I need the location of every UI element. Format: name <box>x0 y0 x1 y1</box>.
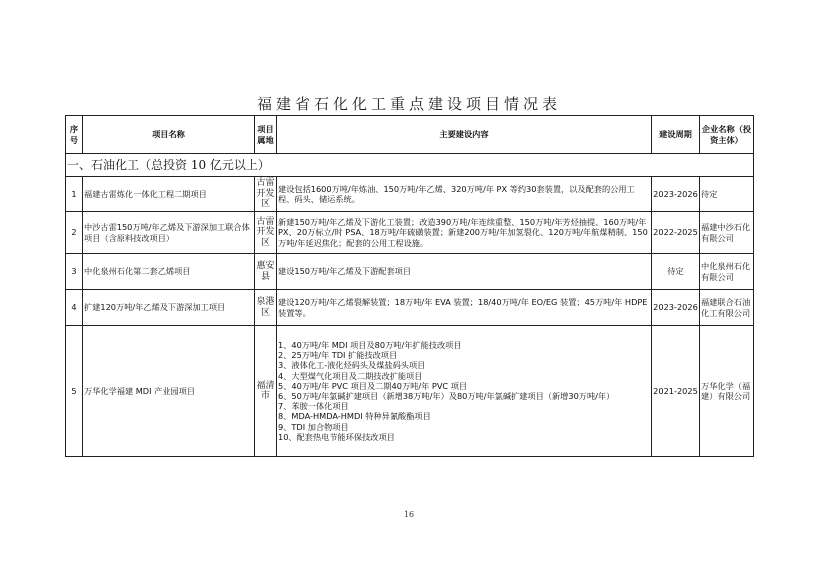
content-item: 7、苯胺一体化项目 <box>278 401 349 412</box>
row-project-name: 扩建120万吨/年乙烯及下游深加工项目 <box>83 290 255 326</box>
row-location: 古雷开发区 <box>255 177 277 212</box>
content-item: 1、40万吨/年 MDI 项目及80万吨/年扩能技改项目 <box>278 339 462 350</box>
table-row <box>66 254 754 290</box>
row-location: 泉港区 <box>255 290 277 326</box>
row-period: 2021-2025 <box>652 326 700 457</box>
page-number: 16 <box>403 510 415 519</box>
projects-table <box>65 115 754 457</box>
table-row <box>66 212 754 254</box>
header-period: 建设周期 <box>652 116 700 154</box>
content-item: 5、40万吨/年 PVC 项目及二期40万吨/年 PVC 项目 <box>278 380 468 391</box>
row-period: 2023-2026 <box>652 177 700 212</box>
page-title: 福建省石化化工重点建设项目情况表 <box>256 95 561 113</box>
row-sn: 5 <box>66 326 83 457</box>
row-sn: 4 <box>66 290 83 326</box>
row-period: 2022-2025 <box>652 212 700 254</box>
row-sn: 1 <box>66 177 83 212</box>
row-location: 福清市 <box>255 326 277 457</box>
row-content: 建设包括1600万吨/年炼油、150万吨/年乙烯、320万吨/年 PX 等约30套装置，以及配套的公用工程、码头、储运系统。 <box>277 177 652 212</box>
header-content: 主要建设内容 <box>277 116 652 154</box>
header-project-name: 项目名称 <box>83 116 255 154</box>
row-company: 福建中沙石化有限公司 <box>700 212 754 254</box>
row-company: 万华化学（福建）有限公司 <box>700 326 754 457</box>
row-location: 惠安县 <box>255 254 277 290</box>
content-item: 8、MDA-HMDA-HMDI 特种异氰酸酯项目 <box>278 411 431 422</box>
row-content: 建设150万吨/年乙烯及下游配套项目 <box>277 254 652 290</box>
header-company: 企业名称（投资主体） <box>700 116 754 154</box>
table-row <box>66 326 754 457</box>
row-project-name: 中沙古雷150万吨/年乙烯及下游深加工联合体项目（含原料技改项目） <box>83 212 255 254</box>
row-company: 待定 <box>700 177 754 212</box>
row-project-name: 万华化学福建 MDI 产业园项目 <box>83 326 255 457</box>
content-item: 10、配套热电节能环保技改项目 <box>278 431 395 442</box>
row-sn: 2 <box>66 212 83 254</box>
row-location: 古雷开发区 <box>255 212 277 254</box>
content-item: 9、TDI 加合物项目 <box>278 421 349 432</box>
content-item: 6、50万吨/年氯碱扩建项目（新增38万吨/年）及80万吨/年氯碱扩建项目（新增30万吨/年） <box>278 391 615 401</box>
table-row <box>66 177 754 212</box>
header-location: 项目属地 <box>255 116 277 154</box>
row-content-list <box>277 326 652 457</box>
content-item: 4、大型煤气化项目及二期技改扩能项目 <box>278 370 423 381</box>
header-sn: 序号 <box>66 116 83 154</box>
row-project-name: 福建古雷炼化一体化工程二期项目 <box>83 177 255 212</box>
row-period: 2023-2026 <box>652 290 700 326</box>
row-content: 新建150万吨/年乙烯及下游化工装置；改造390万吨/年连续重整、150万吨/年芳烃抽提、160万吨/年 PX、20万标立/时 PSA、18万吨/年硫磺装置；新建200万吨/年加氢裂化、120万吨/年航煤精制、150万吨/年延迟焦化；配套的公用工程设施。 <box>277 212 652 254</box>
row-company: 中化泉州石化有限公司 <box>700 254 754 290</box>
row-sn: 3 <box>66 254 83 290</box>
content-item: 2、25万吨/年 TDI 扩能技改项目 <box>278 350 398 361</box>
section-title: 一、石油化工（总投资 10 亿元以上） <box>66 154 754 177</box>
row-period: 待定 <box>652 254 700 290</box>
content-item: 3、液体化工-液化烃码头及煤盐码头项目 <box>278 360 426 371</box>
row-content: 建设120万吨/年乙烯裂解装置；18万吨/年 EVA 装置；18/40万吨/年 EO/EG 装置；45万吨/年 HDPE 装置等。 <box>277 290 652 326</box>
table-row <box>66 290 754 326</box>
table-header-row <box>66 116 754 154</box>
section-row <box>66 154 754 177</box>
row-project-name: 中化泉州石化第二套乙烯项目 <box>83 254 255 290</box>
row-company: 福建联合石油化工有限公司 <box>700 290 754 326</box>
